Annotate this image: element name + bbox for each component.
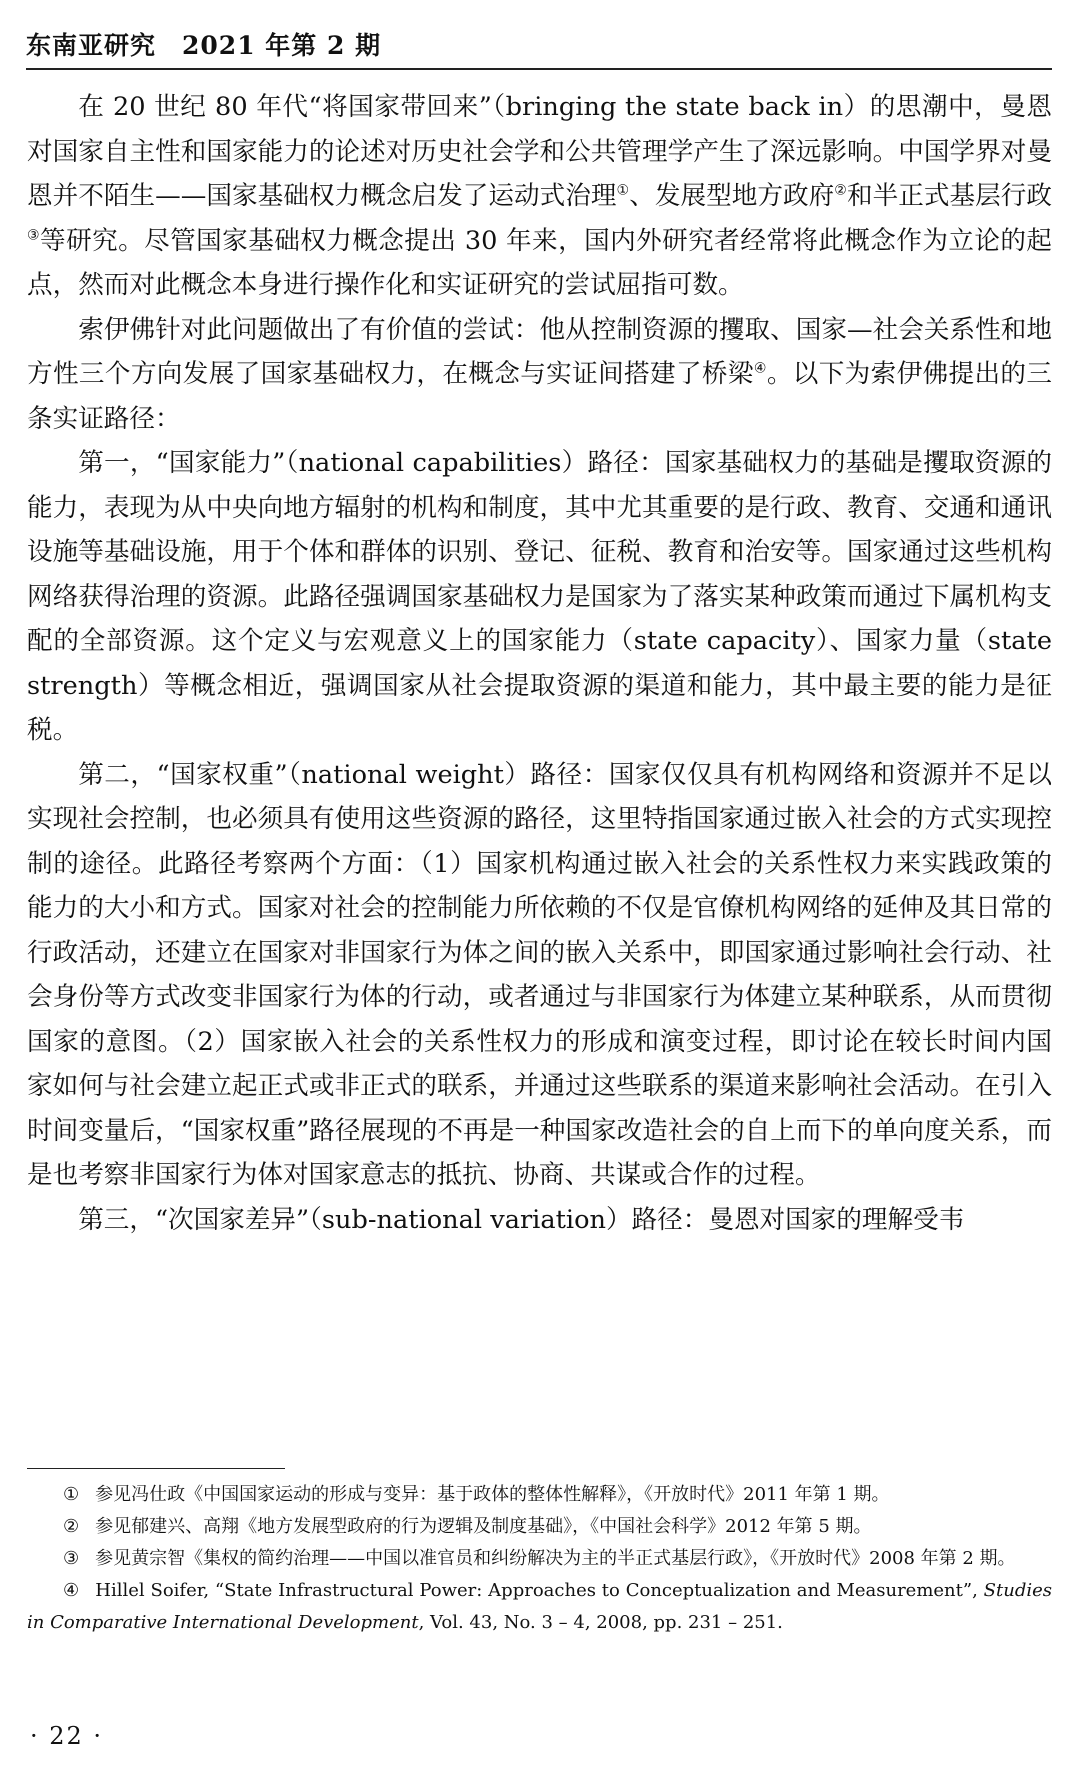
issue-label: 2021 年第 2 期 bbox=[182, 31, 382, 60]
footnote-mark: ③ bbox=[63, 1548, 80, 1569]
paragraph-2: 索伊佛针对此问题做出了有价值的尝试：他从控制资源的攫取、国家—社会关系性和地方性三个方向发展了国家基础权力，在概念与实证间搭建了桥梁④。以下为索伊佛提出的三条实证路径： bbox=[27, 314, 1052, 434]
footnote-2: ② 参见郁建兴、高翔《地方发展型政府的行为逻辑及制度基础》，《中国社会科学》2012 年第 5 期。 bbox=[63, 1516, 872, 1537]
footnotes bbox=[27, 1479, 1052, 1639]
footnote-ref-3[interactable]: ③ bbox=[27, 226, 41, 243]
paragraph-1: 在 20 世纪 80 年代“将国家带回来”（bringing the state back in）的思潮中，曼恩对国家自主性和国家能力的论述对历史社会学和公共管理学产生了深远影响。中国学界对曼恩并不陌生——国家基础权力概念启发了运动式治理①、发展型地方政府②和半正式基层行政③等研究。尽管国家基础权力概念提出 30 年来，国内外研究者经常将此概念作为立论的起点，然而对此概念本身进行操作化和实证研究的尝试屈指可数。 bbox=[27, 92, 1052, 300]
footnote-ref-2[interactable]: ② bbox=[834, 182, 847, 199]
footnote-4: ④ Hillel Soifer, “State Infrastructural Power: Approaches to Conceptualization and Measurement”, Studies in Comparative International Development, Vol. 43, No. 3 – 4, 2008, pp. 231 – 251. bbox=[27, 1580, 1052, 1633]
header-rule bbox=[26, 68, 1052, 70]
footnote-ref-4[interactable]: ④ bbox=[753, 360, 767, 377]
journal-name: Studies in Comparative International Development bbox=[27, 1580, 1052, 1633]
page-number: · 22 · bbox=[30, 1722, 104, 1750]
running-head bbox=[26, 26, 1052, 62]
footnote-mark: ② bbox=[63, 1516, 80, 1537]
paragraph-3: 第一，“国家能力”（national capabilities）路径：国家基础权力的基础是攫取资源的能力，表现为从中央向地方辐射的机构和制度，其中尤其重要的是行政、教育、交通和通讯设施等基础设施，用于个体和群体的识别、登记、征税、教育和治安等。国家通过这些机构网络获得治理的资源。此路径强调国家基础权力是国家为了落实某种政策而通过下属机构支配的全部资源。这个定义与宏观意义上的国家能力（state capacity）、国家力量（state strength）等概念相近，强调国家从社会提取资源的渠道和能力，其中最主要的能力是征税。 bbox=[27, 448, 1052, 745]
footnote-mark: ① bbox=[63, 1484, 80, 1505]
footnote-ref-1[interactable]: ① bbox=[616, 182, 630, 199]
footnote-1: ① 参见冯仕政《中国国家运动的形成与变异：基于政体的整体性解释》，《开放时代》2011 年第 1 期。 bbox=[63, 1484, 890, 1505]
body-text bbox=[27, 85, 1052, 1242]
journal-title: 东南亚研究 bbox=[26, 31, 157, 60]
footnote-3: ③ 参见黄宗智《集权的简约治理——中国以准官员和纠纷解决为主的半正式基层行政》，《开放时代》2008 年第 2 期。 bbox=[63, 1548, 1016, 1569]
footnote-mark: ④ bbox=[63, 1580, 80, 1601]
paragraph-5: 第三，“次国家差异”（sub-national variation）路径：曼恩对国家的理解受韦 bbox=[78, 1204, 965, 1235]
footnote-rule bbox=[27, 1468, 285, 1469]
paragraph-4: 第二，“国家权重”（national weight）路径：国家仅仅具有机构网络和资源并不足以实现社会控制，也必须具有使用这些资源的路径，这里特指国家通过嵌入社会的方式实现控制的途径。此路径考察两个方面：（1）国家机构通过嵌入社会的关系性权力来实践政策的能力的大小和方式。国家对社会的控制能力所依赖的不仅是官僚机构网络的延伸及其日常的行政活动，还建立在国家对非国家行为体之间的嵌入关系中，即国家通过影响社会行动、社会身份等方式改变非国家行为体的行动，或者通过与非国家行为体建立某种联系，从而贯彻国家的意图。（2）国家嵌入社会的关系性权力的形成和演变过程，即讨论在较长时间内国家如何与社会建立起正式或非正式的联系，并通过这些联系的渠道来影响社会活动。在引入时间变量后，“国家权重”路径展现的不再是一种国家改造社会的自上而下的单向度关系，而是也考察非国家行为体对国家意志的抵抗、协商、共谋或合作的过程。 bbox=[27, 759, 1052, 1190]
